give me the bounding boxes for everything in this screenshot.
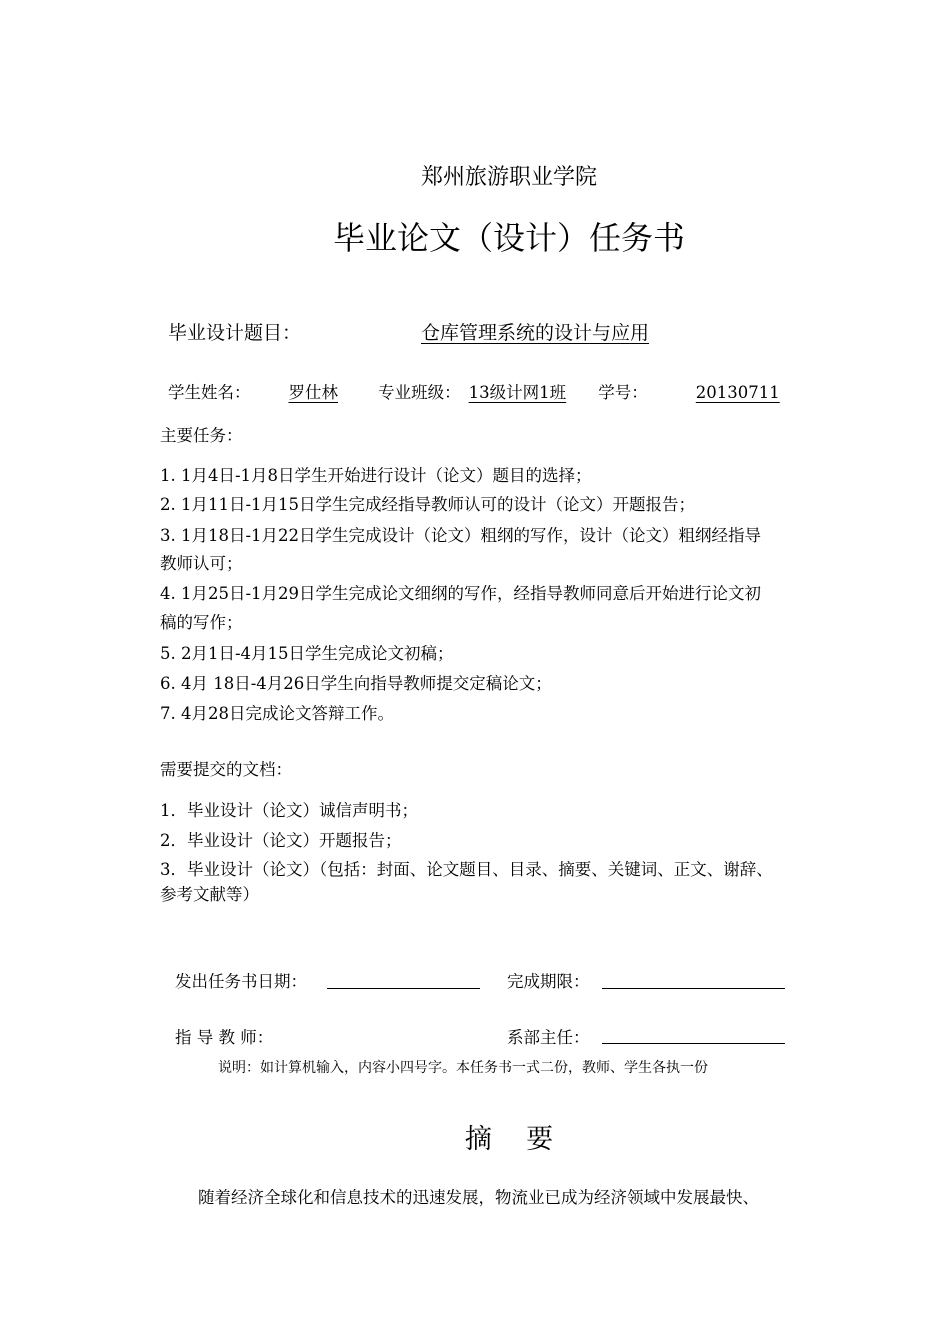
deadline-label: 完成期限： bbox=[507, 972, 590, 991]
task-line: 6. 4月 18日-4月26日学生向指导教师提交定稿论文； bbox=[160, 674, 552, 693]
class-label: 专业班级： bbox=[378, 383, 461, 402]
dept-head-blank bbox=[602, 1043, 785, 1044]
document-line: 2．毕业设计（论文）开题报告； bbox=[160, 831, 402, 850]
document-title: 毕业论文（设计）任务书 bbox=[332, 219, 685, 257]
student-id: 20130711 bbox=[695, 383, 780, 402]
student-name: 罗仕林 bbox=[288, 383, 338, 402]
task-line: 4. 1月25日-1月29日学生完成论文细纲的写作，经指导教师同意后开始进行论文初 bbox=[160, 584, 762, 603]
issue-date-blank bbox=[327, 988, 480, 989]
student-info-row bbox=[168, 379, 780, 403]
tasks-heading: 主要任务： bbox=[160, 426, 243, 445]
document-line: 3．毕业设计（论文）（包括：封面、论文题目、目录、摘要、关键词、正文、谢辞、 bbox=[160, 860, 773, 879]
document-line: 参考文献等） bbox=[160, 885, 259, 904]
task-line: 3. 1月18日-1月22日学生完成设计（论文）粗纲的写作，设计（论文）粗纲经指导 bbox=[160, 526, 762, 545]
task-line: 2. 1月11日-1月15日学生完成经指导教师认可的设计（论文）开题报告； bbox=[160, 495, 696, 514]
document-line: 1．毕业设计（论文）诚信声明书； bbox=[160, 801, 418, 820]
task-line: 7. 4月28日完成论文答辩工作。 bbox=[160, 704, 394, 723]
student-id-label: 学号： bbox=[598, 383, 648, 402]
class-value: 13级计网1班 bbox=[468, 383, 567, 402]
issue-date-label: 发出任务书日期： bbox=[175, 972, 307, 991]
abstract-first-line: 随着经济全球化和信息技术的迅速发展，物流业已成为经济领域中发展最快、 bbox=[198, 1188, 759, 1207]
documents-heading: 需要提交的文档： bbox=[160, 760, 292, 779]
task-line: 1. 1月4日-1月8日学生开始进行设计（论文）题目的选择； bbox=[160, 466, 592, 485]
dept-head-label: 系部主任： bbox=[507, 1028, 590, 1047]
school-name: 郑州旅游职业学院 bbox=[420, 165, 597, 190]
task-line: 稿的写作； bbox=[160, 613, 243, 632]
abstract-heading: 摘 要 bbox=[464, 1124, 554, 1155]
topic-label: 毕业设计题目： bbox=[168, 322, 302, 344]
deadline-blank bbox=[602, 988, 785, 989]
topic-row bbox=[168, 318, 649, 345]
task-line: 5. 2月1日-4月15日学生完成论文初稿； bbox=[160, 644, 454, 663]
topic-value: 仓库管理系统的设计与应用 bbox=[421, 322, 650, 344]
student-name-label: 学生姓名： bbox=[168, 383, 251, 402]
note-text: 说明：如计算机输入，内容小四号字。本任务书一式二份，教师、学生各执一份 bbox=[218, 1060, 708, 1076]
task-line: 教师认可； bbox=[160, 554, 243, 573]
advisor-label: 指 导 教 师： bbox=[175, 1028, 274, 1047]
